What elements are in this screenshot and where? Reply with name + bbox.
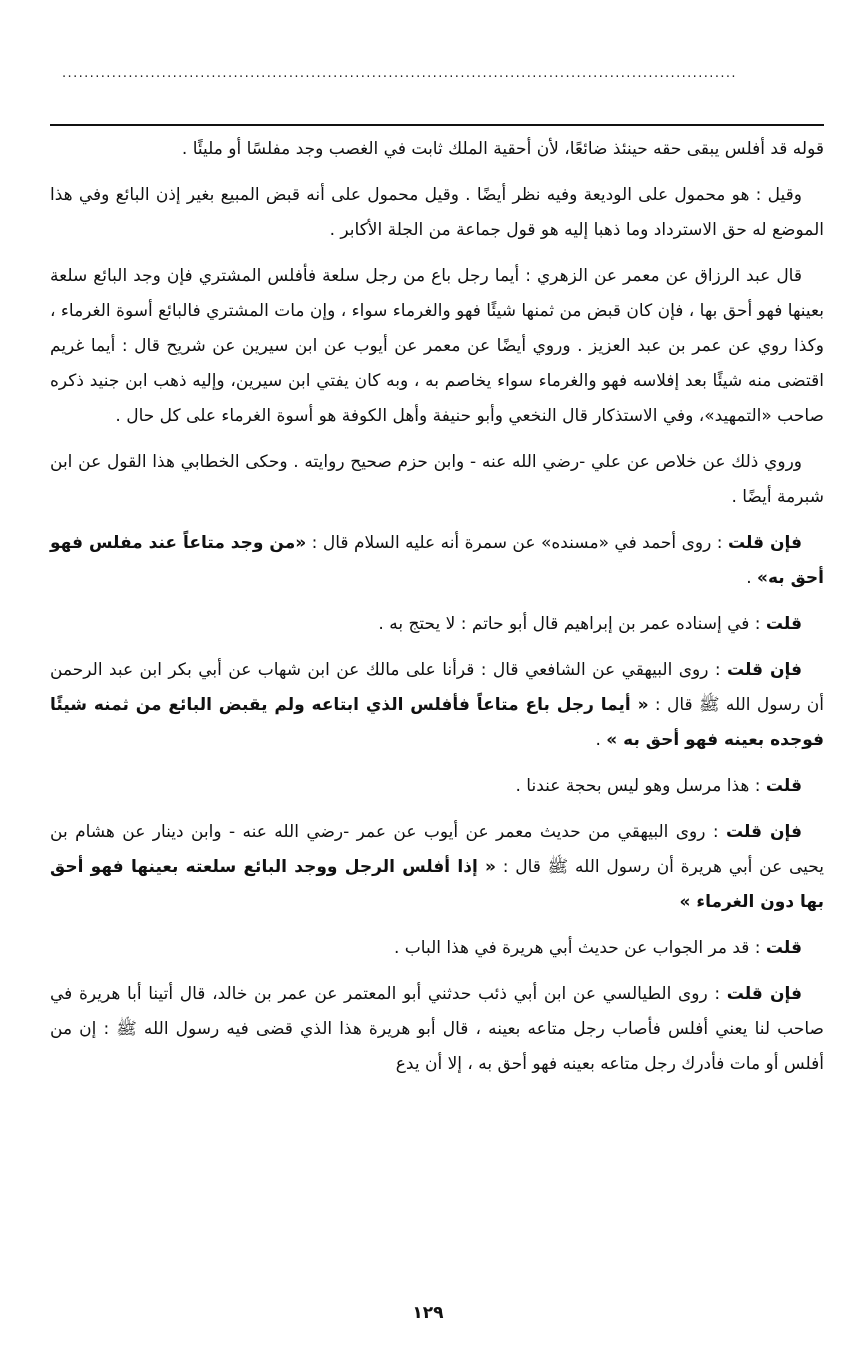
paragraph-1: قوله قد أفلس يبقى حقه حينئذ ضائعًا، لأن أحقية الملك ثابت في الغصب وجد مفلسًا أو مليئًا .	[181, 139, 824, 159]
lead-term: قلت	[765, 776, 802, 796]
paragraph-4: وروي ذلك عن خلاص عن علي -رضي الله عنه - وابن حزم صحيح روايته . وحكى الخطابي هذا القول عن ابن شبرمة أيضًا .	[50, 452, 824, 507]
hadith-quote: « إذا أفلس الرجل ووجد البائع سلعته بعينها فهو أحق بها دون الغرماء »	[50, 857, 824, 912]
hadith-quote: « أيما رجل باع متاعاً فأفلس الذي ابتاعه ولم يقبض البائع من ثمنه شيئًا فوجده بعينه فهو أحق به »	[50, 695, 824, 750]
lead-term: قلت	[765, 614, 802, 634]
paragraph-6: قلت : في إسناده عمر بن إبراهيم قال أبو حاتم : لا يحتج به .	[378, 614, 802, 634]
paragraph-9: فإن قلت : روى البيهقي من حديث معمر عن أيوب عن عمر -رضي الله عنه - وابن دينار عن هشام بن يحيى عن أبي هريرة أن رسول الله ﷺ قال : « إذا أفلس الرجل ووجد البائع سلعته بعينها فهو أحق بها دون الغرماء »	[50, 822, 824, 912]
paragraph-5: فإن قلت : روى أحمد في «مسنده» عن سمرة أنه عليه السلام قال : «من وجد متاعاً عند مفلس فهو أحق به» .	[50, 533, 824, 588]
paragraph-10: قلت : قد مر الجواب عن حديث أبي هريرة في هذا الباب .	[393, 938, 802, 958]
lead-term: فإن قلت	[726, 660, 802, 680]
page-number: ١٢٩	[412, 1303, 444, 1323]
footnote-rule	[50, 124, 824, 126]
paragraph-3: قال عبد الرزاق عن معمر عن الزهري : أيما رجل باع من رجل سلعة فأفلس المشتري فإن وجد البائع سلعة بعينها فهو أحق بها ، فإن كان قبض من ثمنها شيئًا فهو والغرماء سواء ، وإن مات المشتري فالبائع أسوة الغرماء ، وكذا روي عن عمر بن عبد العزيز . وروي أيضًا عن معمر عن أيوب عن ابن سيرين عن شريح قال : أيما غريم اقتضى منه شيئًا بعد إفلاسه فهو والغرماء سواء يخاصم به ، وبه كان يفتي ابن سيرين، وإليه ذهب ابن جنيد ذكره صاحب «التمهيد»، وفي الاستذكار قال النخعي وأبو حنيفة وأهل الكوفة هو أسوة الغرماء على كل حال .	[50, 266, 824, 426]
paragraph-7: فإن قلت : روى البيهقي عن الشافعي قال : قرأنا على مالك عن ابن شهاب عن أبي بكر ابن عبد الرحمن أن رسول الله ﷺ قال : « أيما رجل باع متاعاً فأفلس الذي ابتاعه ولم يقبض البائع من ثمنه شيئًا فوجده بعينه فهو أحق به » .	[50, 660, 824, 750]
lead-term: فإن قلت	[727, 533, 803, 553]
paragraph-2: وقيل : هو محمول على الوديعة وفيه نظر أيضًا . وقيل محمول على أنه قبض المبيع بغير إذن البائع وفي هذا الموضع له حق الاسترداد وما ذهبا إليه هو قول جماعة من الجلة الأكابر .	[50, 185, 824, 240]
hadith-quote: «من وجد متاعاً عند مفلس فهو أحق به»	[50, 533, 824, 588]
page-body	[50, 132, 824, 1093]
paragraph-11: فإن قلت : روى الطيالسي عن ابن أبي ذئب حدثني أبو المعتمر عن عمر بن خالد، قال أتينا أبا هريرة في صاحب لنا يعني أفلس فأصاب رجل متاعه بعينه ، قال أبو هريرة هذا الذي قضى فيه رسول الله ﷺ : إن من أفلس أو مات فأدرك رجل متاعه بعينه فهو أحق به ، إلا أن يدع	[50, 984, 824, 1074]
lead-term: فإن قلت	[725, 822, 802, 842]
lead-term: قلت	[765, 938, 802, 958]
paragraph-8: قلت : هذا مرسل وهو ليس بحجة عندنا .	[515, 776, 802, 796]
dotted-separator: ..........................................................................................................................	[62, 66, 737, 81]
lead-term: فإن قلت	[726, 984, 802, 1004]
